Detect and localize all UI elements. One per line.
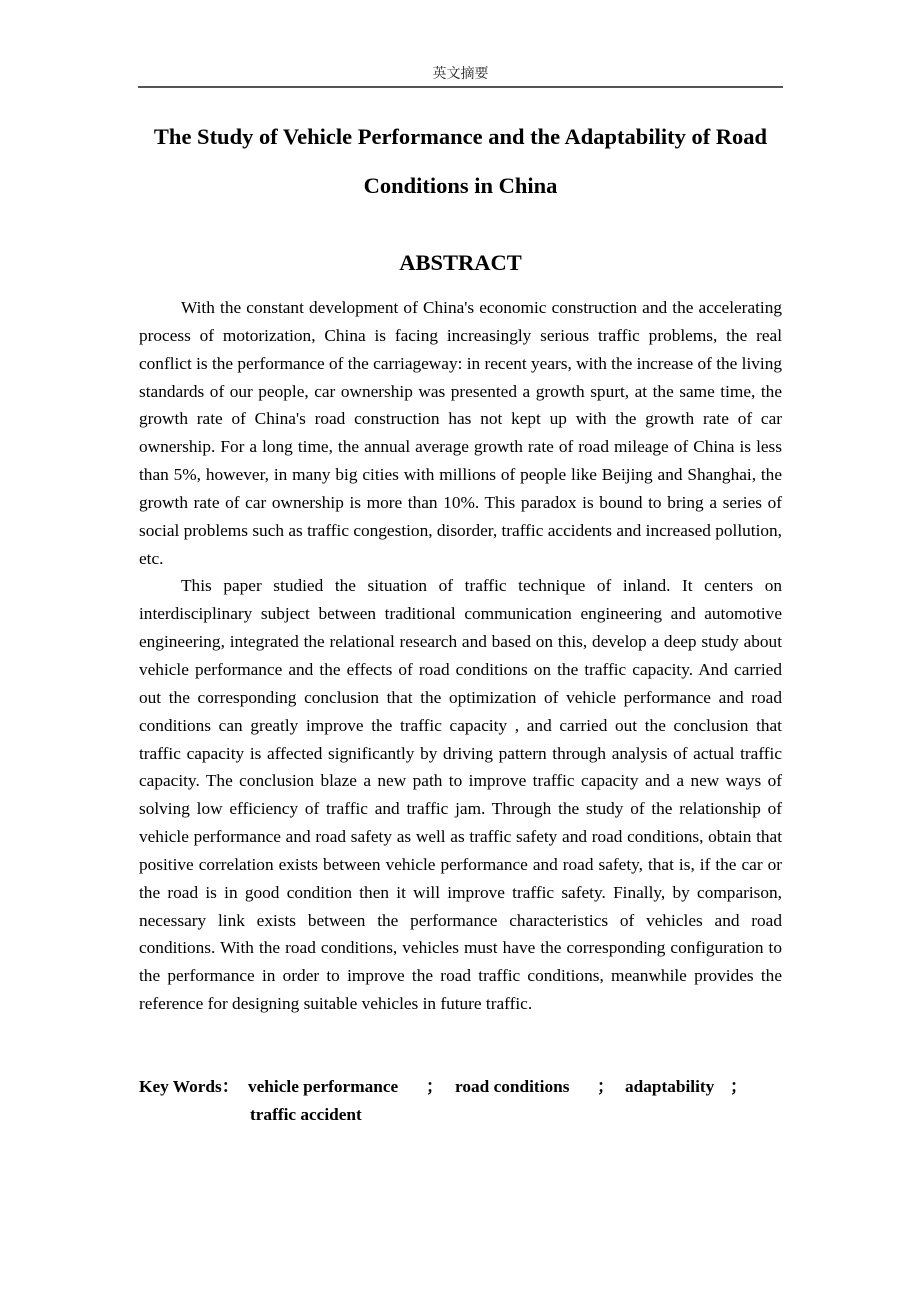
keyword-1: vehicle performance [248, 1077, 399, 1096]
keyword-2: road conditions [455, 1077, 570, 1096]
abstract-paragraph-2: This paper studied the situation of traffic technique of inland. It centers on interdisciplinary subject between traditional communication engineering and automotive engineering, integrated the relational research and based on this, develop a deep study about vehicle performance and the effects of road conditions on the traffic capacity. And carried out the corresponding conclusion that the optimization of vehicle performance and road conditions can greatly improve the traffic capacity , and carried out the conclusion that traffic capacity is affected significantly by driving pattern through analysis of actual traffic capacity. The conclusion blaze a new path to improve traffic capacity and a new ways of solving low efficiency of traffic and traffic jam. Through the study of the relationship of vehicle performance and road safety as well as traffic safety and road conditions, obtain that positive correlation exists between vehicle performance and road safety, that is, if the car or the road is in good condition then it will improve traffic safety. Finally, by comparison, necessary link exists between the performance characteristics of vehicles and road conditions. With the road conditions, vehicles must have the corresponding configuration to the performance in order to improve the road traffic conditions, meanwhile provides the reference for designing suitable vehicles in future traffic. [139, 576, 782, 1014]
abstract-heading: ABSTRACT [399, 250, 522, 275]
keyword-separator-1: ； [426, 1077, 444, 1096]
header-rule [138, 86, 783, 88]
page-header: 英文摘要 [432, 66, 489, 82]
abstract-body [139, 294, 782, 1018]
abstract-paragraph-1: With the constant development of China's economic construction and the accelerating process of motorization, China is facing increasingly serious traffic problems, the real conflict is the performance of the carriageway: in recent years, with the increase of the living standards of our people, car ownership was presented a growth spurt, at the same time, the growth rate of China's road construction has not kept up with the growth rate of car ownership. For a long time, the annual average growth rate of road mileage of China is less than 5%, however, in many big cities with millions of people like Beijing and Shanghai, the growth rate of car ownership is more than 10%. This paradox is bound to bring a series of social problems such as traffic congestion, disorder, traffic accidents and increased pollution, etc. [139, 298, 782, 568]
keyword-3: adaptability [625, 1077, 715, 1096]
keyword-4: traffic accident [250, 1105, 362, 1124]
keywords-section [139, 1073, 782, 1129]
keyword-separator-3: ； [730, 1077, 748, 1096]
keyword-separator-2: ； [597, 1077, 615, 1096]
paper-title: The Study of Vehicle Performance and the Adaptability of Road Conditions in China [153, 124, 768, 198]
keywords-label: Key Words： [139, 1077, 240, 1096]
